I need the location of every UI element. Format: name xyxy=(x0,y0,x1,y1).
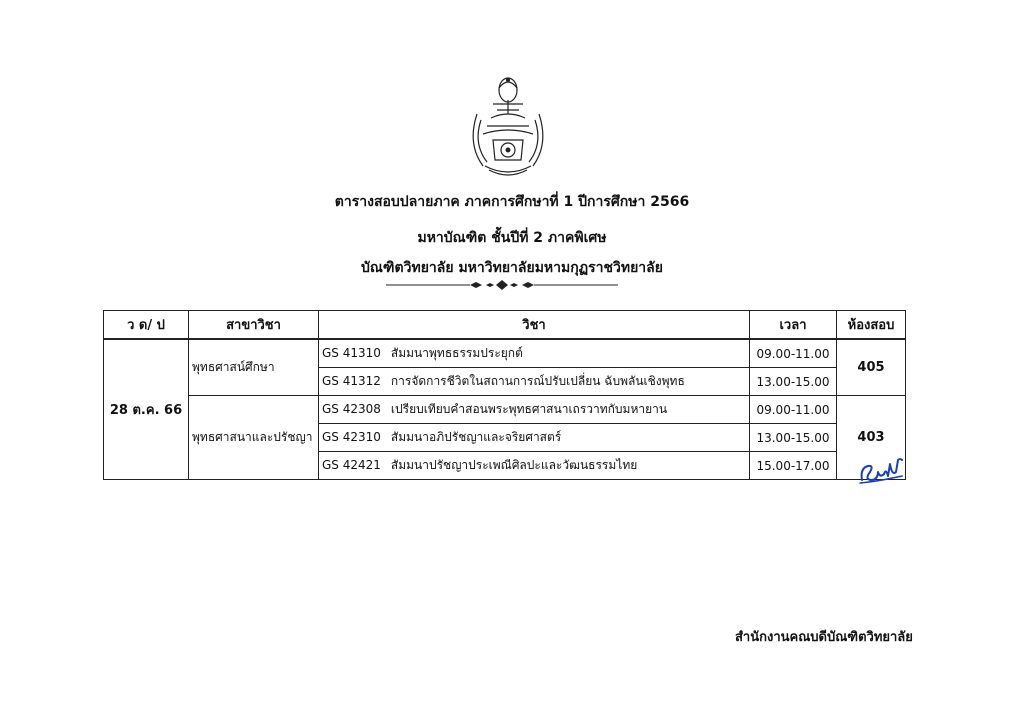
header-time: เวลา xyxy=(750,311,837,340)
exam-time: 15.00-17.00 xyxy=(750,452,837,480)
header-field: สาขาวิชา xyxy=(189,311,319,340)
program-subtitle: มหาบัณฑิต ชั้นปีที่ 2 ภาคพิเศษ xyxy=(417,230,607,246)
exam-room: 403 xyxy=(837,396,906,480)
table-row xyxy=(104,339,906,368)
course-code: GS 42421 xyxy=(322,458,381,472)
institution-name: บัณฑิตวิทยาลัย มหาวิทยาลัยมหามกุฏราชวิทยาลัย xyxy=(361,260,663,276)
header-date: ว ด/ ป xyxy=(104,311,189,340)
course-cell xyxy=(319,368,750,396)
exam-schedule-title: ตารางสอบปลายภาค ภาคการศึกษาที่ 1 ปีการศึกษา 2566 xyxy=(334,194,690,210)
exam-room: 405 xyxy=(837,339,906,396)
table-row xyxy=(104,396,906,424)
course-name: สัมมนาอภิปรัชญาและจริยศาสตร์ xyxy=(390,430,562,444)
field-buddhism-philosophy: พุทธศาสนาและปรัชญา xyxy=(189,396,319,480)
course-code: GS 42310 xyxy=(322,430,381,444)
course-cell xyxy=(319,396,750,424)
course-name: สัมมนาปรัชญาประเพณีศิลปะและวัฒนธรรมไทย xyxy=(390,458,638,472)
exam-time: 13.00-15.00 xyxy=(750,424,837,452)
course-name: เปรียบเทียบคำสอนพระพุทธศาสนาเถรวาทกับมหายาน xyxy=(390,402,668,416)
course-code: GS 41310 xyxy=(322,346,381,360)
exam-date: 28 ต.ค. 66 xyxy=(104,339,189,480)
issuing-office: สำนักงานคณบดีบัณฑิตวิทยาลัย xyxy=(735,630,913,645)
header-course: วิชา xyxy=(319,311,750,340)
exam-schedule-table xyxy=(103,310,906,480)
university-seal-icon xyxy=(463,74,553,180)
exam-time: 09.00-11.00 xyxy=(750,339,837,368)
course-code: GS 42308 xyxy=(322,402,381,416)
course-name: การจัดการชีวิตในสถานการณ์ปรับเปลี่ยน ฉับพลันเชิงพุทธ xyxy=(390,374,685,388)
exam-time: 13.00-15.00 xyxy=(750,368,837,396)
course-cell xyxy=(319,424,750,452)
exam-time: 09.00-11.00 xyxy=(750,396,837,424)
header-room: ห้องสอบ xyxy=(837,311,906,340)
course-name: สัมมนาพุทธธรรมประยุกต์ xyxy=(390,346,523,360)
handwritten-signature xyxy=(858,454,904,486)
course-cell xyxy=(319,452,750,480)
course-code: GS 41312 xyxy=(322,374,381,388)
field-buddhist-studies: พุทธศาสน์ศึกษา xyxy=(189,339,319,396)
ornamental-divider xyxy=(386,278,618,292)
course-cell xyxy=(319,339,750,368)
table-header-row xyxy=(104,311,906,340)
